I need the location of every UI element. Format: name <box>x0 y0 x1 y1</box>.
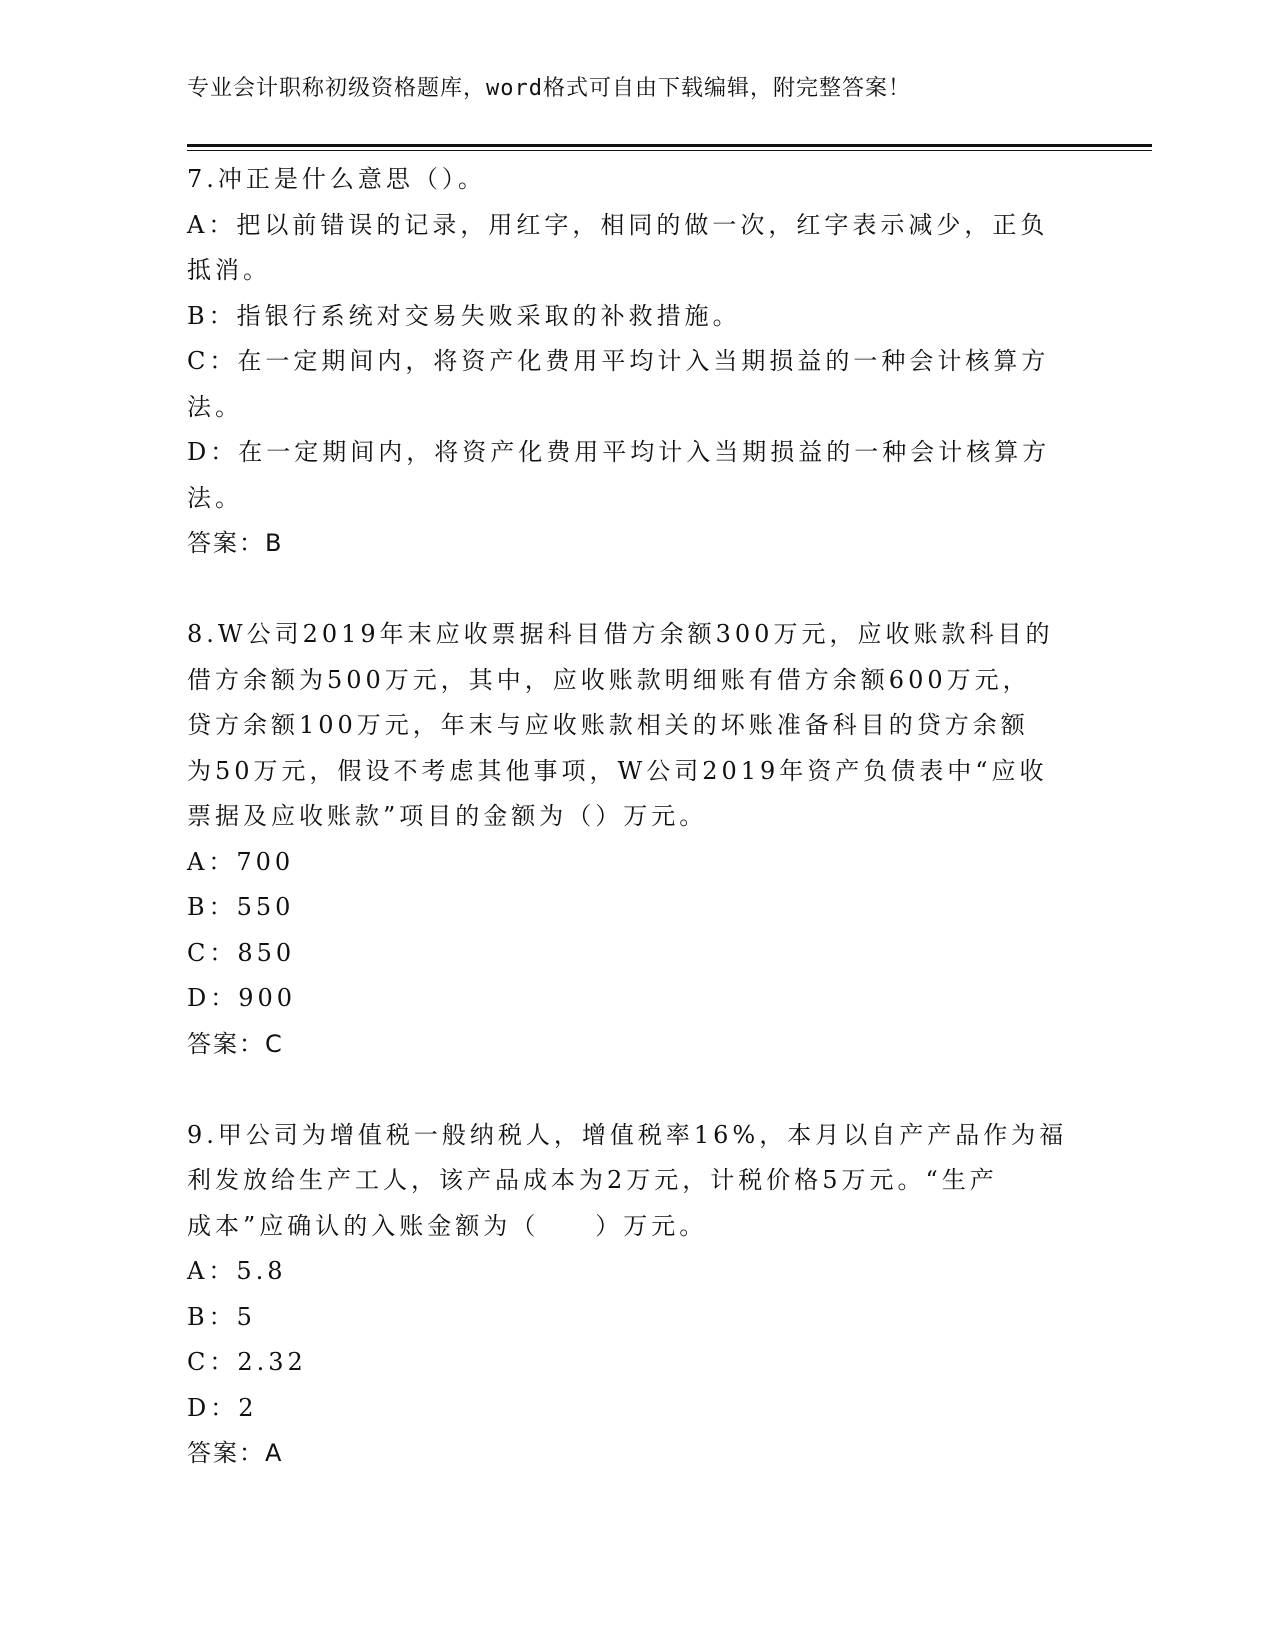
option-c: C：850 <box>187 938 296 967</box>
question-stem-line: 为50万元，假设不考虑其他事项，W公司2019年资产负债表中“应收 <box>187 756 1048 785</box>
question-7 <box>187 157 1087 567</box>
question-stem-line: 8.W公司2019年末应收票据科目借方余额300万元，应收账款科目的 <box>187 620 1054 648</box>
option-line: D：在一定期间内，将资产化费用平均计入当期损益的一种会计核算方 <box>187 438 1051 466</box>
option-line: C：在一定期间内，将资产化费用平均计入当期损益的一种会计核算方 <box>187 347 1050 375</box>
question-spacer <box>187 1067 1087 1113</box>
option-b: B：5 <box>187 1302 256 1331</box>
question-stem-line: 7.冲正是什么意思（）。 <box>187 165 486 193</box>
question-9 <box>187 1113 1087 1477</box>
option-a: A：700 <box>187 847 295 876</box>
answer-line: 答案：B <box>187 529 284 557</box>
option-a: A：5.8 <box>187 1257 287 1285</box>
page-header: 专业会计职称初级资格题库，word格式可自由下载编辑，附完整答案！ <box>187 76 911 101</box>
option-line: A：把以前错误的记录，用红字，相同的做一次，红字表示减少，正负 <box>187 210 1049 239</box>
header-rule-thick <box>187 144 1152 147</box>
option-line: B：指银行系统对交易失败采取的补救措施。 <box>187 301 741 330</box>
option-b: B：550 <box>187 893 295 921</box>
option-c: C：2.32 <box>187 1348 307 1376</box>
question-spacer <box>187 567 1087 613</box>
header-rule-thin <box>187 150 1152 151</box>
question-stem-line: 借方余额为500万元，其中，应收账款明细账有借方余额600万元， <box>187 665 1031 694</box>
answer-line: 答案：C <box>187 1029 284 1058</box>
option-line: 法。 <box>187 483 243 512</box>
option-c <box>187 339 1087 430</box>
question-stem-line: 票据及应收账款”项目的金额为（）万元。 <box>187 802 708 830</box>
question-8 <box>187 612 1087 1067</box>
question-stem-line: 9.甲公司为增值税一般纳税人，增值税率16%，本月以自产产品作为福 <box>187 1120 1068 1149</box>
option-d <box>187 430 1087 521</box>
question-stem-line: 成本”应确认的入账金额为（ ）万元。 <box>187 1211 708 1240</box>
option-line: 法。 <box>187 392 243 421</box>
option-d: D：900 <box>187 984 297 1012</box>
option-a <box>187 203 1087 294</box>
option-b <box>187 294 1087 340</box>
question-stem-line: 利发放给生产工人，该产品成本为2万元，计税价格5万元。“生产 <box>187 1166 998 1194</box>
question-list <box>187 157 1087 1477</box>
answer-line: 答案：A <box>187 1439 284 1467</box>
option-d: D：2 <box>187 1393 258 1422</box>
option-line: 抵消。 <box>187 256 271 284</box>
question-stem-line: 贷方余额100万元，年末与应收账款相关的坏账准备科目的贷方余额 <box>187 711 1029 739</box>
